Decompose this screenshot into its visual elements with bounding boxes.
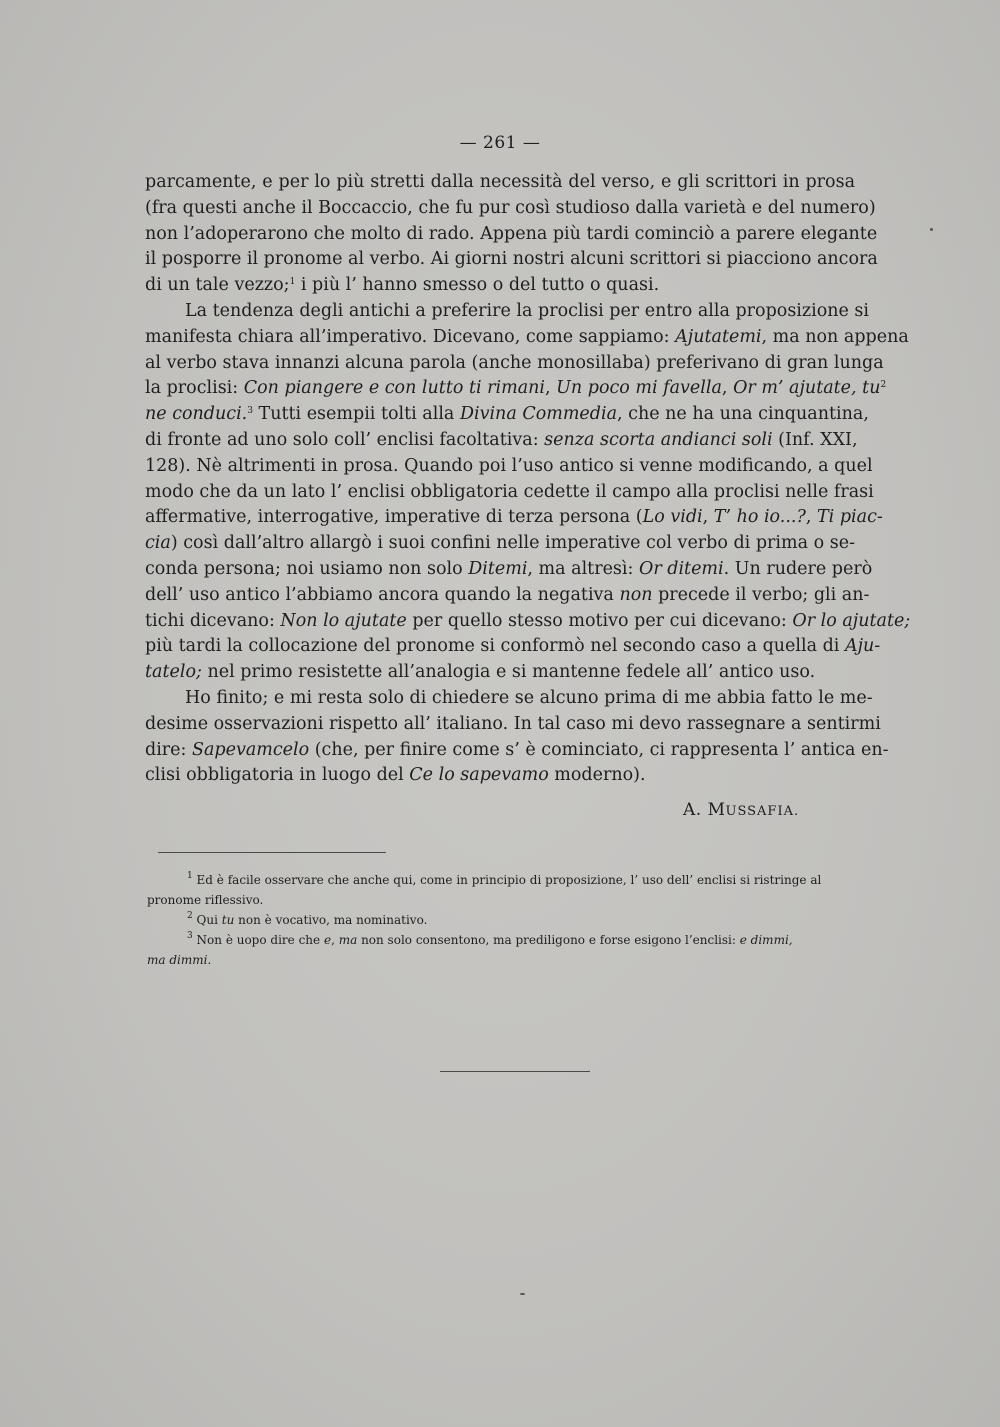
footnote-3: $^3$ Non è uopo dire che e, ma non solo consentono, ma prediligono e forse esigono l’enclisi: e dimmi, <box>187 931 793 947</box>
end-rule <box>440 1071 590 1072</box>
text-line: di un tale vezzo;$^1$ i più l’ hanno smesso o del tutto o quasi. <box>145 275 660 296</box>
text-line: parcamente, e per lo più stretti dalla necessità del verso, e gli scrittori in prosa <box>145 172 855 192</box>
text-line: affermative, interrogative, imperative di terza persona (Lo vidi, T’ ho io...?, Ti piac- <box>145 507 883 528</box>
footnote-ref: 1 <box>289 277 296 288</box>
text-line: clisi obbligatoria in luogo del Ce lo sapevamo moderno). <box>145 765 646 786</box>
text-line: modo che da un lato l’ enclisi obbligatoria cedette il campo alla proclisi nelle frasi <box>145 481 874 502</box>
text-line: tatelo; nel primo resistette all’analogia e si mantenne fedele all’ antico uso. <box>145 662 816 683</box>
text-line: conda persona; noi usiamo non solo Ditemi, ma altresì: Or ditemi. Un rudere però <box>145 558 873 579</box>
page-number: — 261 — <box>459 133 541 153</box>
text-line: il posporre il pronome al verbo. Ai giorni nostri alcuni scrittori si piacciono ancora <box>145 249 878 270</box>
footnote-ref: 3 <box>247 406 253 417</box>
footnote-2: $^2$ Qui tu non è vocativo, ma nominativo. <box>187 911 428 927</box>
paragraph-3 <box>145 686 889 789</box>
paper-speck <box>930 228 933 231</box>
text-line: non l’adoperarono che molto di rado. Appena più tardi cominciò a parere elegante <box>145 223 878 244</box>
text-line: di fronte ad uno solo coll’ enclisi facoltativa: senza scorta andianci soli (Inf. XXI, <box>145 429 858 450</box>
footnote-ref: 2 <box>880 380 887 391</box>
text-line: più tardi la collocazione del pronome si conformò nel secondo caso a quella di Aju- <box>145 636 881 657</box>
text-line: la proclisi: Con piangere e con lutto ti rimani, Un poco mi favella, Or m’ ajutate, $tu^2$ <box>145 378 887 399</box>
text-line: dell’ uso antico l’abbiamo ancora quando la negativa non precede il verbo; gli an- <box>145 584 870 605</box>
paragraph-1 <box>145 170 878 299</box>
paper-speck <box>520 1293 525 1295</box>
text-line: ne conduci.$^3$ Tutti esempii tolti alla Divina Commedia, che ne ha una cinquantina, <box>145 404 869 425</box>
footnote-1: $^1$ Ed è facile osservare che anche qui, come in principio di proposizione, l’ uso dell’ enclisi si ristringe al <box>187 871 822 887</box>
text-line: (fra questi anche il Boccaccio, che fu pur così studioso dalla varietà e del numero) <box>145 197 876 218</box>
text-line: manifesta chiara all’imperativo. Dicevano, come sappiamo: Ajutatemi, ma non appena <box>145 326 909 347</box>
footnote-separator <box>158 852 386 853</box>
main-text <box>145 170 911 789</box>
footnotes <box>147 870 862 970</box>
text-line: al verbo stava innanzi alcuna parola (anche monosillaba) preferivano di gran lunga <box>145 352 884 373</box>
text-line: 128). Nè altrimenti in prosa. Quando poi l’uso antico si venne modificando, a quel <box>145 455 873 476</box>
text-line: dire: Sapevamcelo (che, per finire come s’ è cominciato, ci rappresenta l’ antica en- <box>145 739 889 760</box>
text-line: desime osservazioni rispetto all’ italiano. In tal caso mi devo rassegnare a sentirmi <box>145 713 881 734</box>
text-line: La tendenza degli antichi a preferire la proclisi per entro alla proposizione si <box>185 300 870 321</box>
text-line: tichi dicevano: Non lo ajutate per quello stesso motivo per cui dicevano: Or lo ajutate; <box>145 610 911 631</box>
footnote-1-cont: pronome riflessivo. <box>147 893 264 907</box>
text-line: cia) così dall’altro allargò i suoi confini nelle imperative col verbo di prima o se- <box>145 533 855 554</box>
author-signature: A. MUSSAFIA. <box>683 800 800 820</box>
paragraph-2 <box>145 299 911 686</box>
footnote-3-cont: ma dimmi. <box>147 953 212 967</box>
text-line: Ho finito; e mi resta solo di chiedere se alcuno prima di me abbia fatto le me- <box>185 687 873 708</box>
